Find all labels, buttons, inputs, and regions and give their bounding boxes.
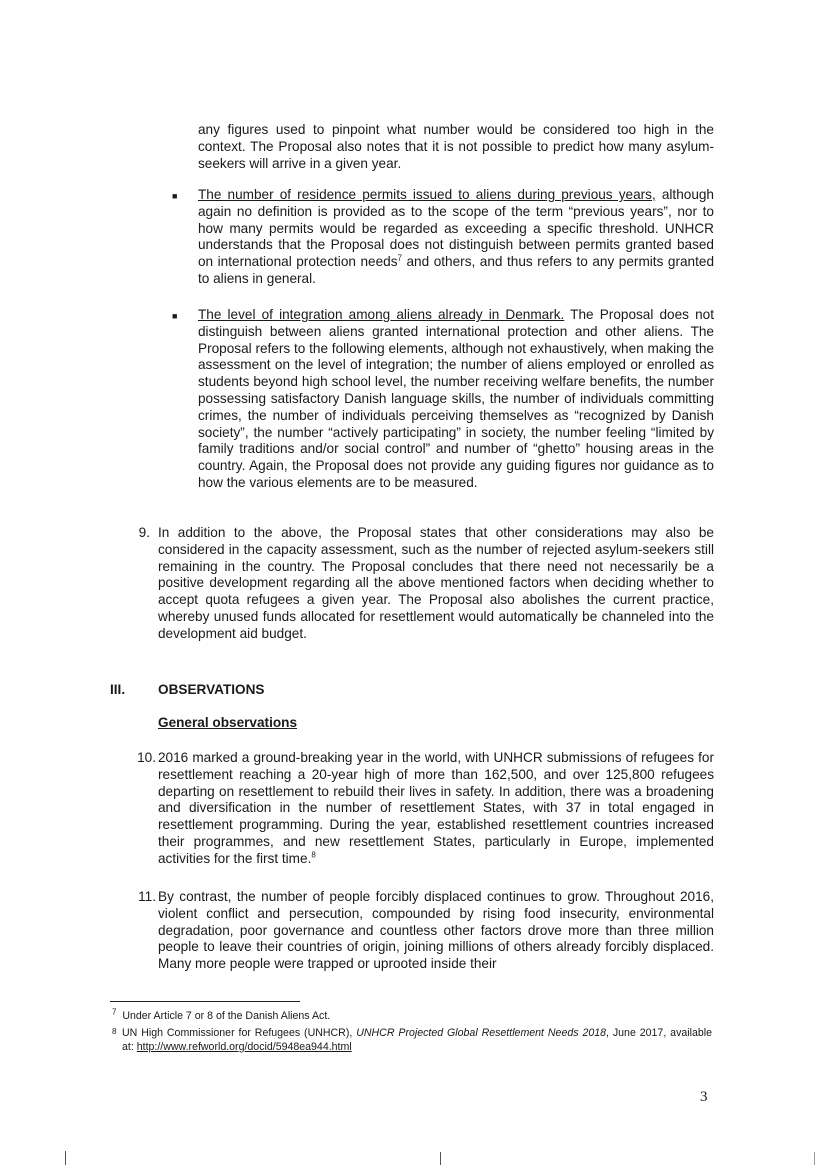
subheading: General observations — [158, 715, 298, 730]
footnote-ref-8[interactable]: 8 — [311, 850, 316, 860]
footnote-text: , June 2017, available at: — [122, 1027, 712, 1053]
bullet-marker: ■ — [172, 311, 178, 321]
section-title: OBSERVATIONS — [158, 682, 265, 697]
paragraph-text: By contrast, the number of people forcibly displaced continues to grow. Throughout 2016, violent conflict and persecution, compounded by rising food insecurity, environmental degradation, poor governance and countless other factors drove more than three million people to leave their countries of origin, joining millions of others already forcibly displaced. Many more people were trapped or uprooted inside their — [158, 889, 714, 972]
paragraph-10 — [158, 750, 714, 868]
bullet-text: The Proposal does not distinguish between aliens granted international protection and other aliens. The Proposal refers to the following elements, although not exhaustively, when making the assessment on the level of integration; the number of aliens employed or enrolled as students beyond high school level, the number receiving welfare benefits, the number possessing satisfactory Danish language skills, the number of individuals committing crimes, the number of individuals perceiving themselves as “recognized by Danish society”, the number “actively participating” in society, the number feeling “limited by family traditions and/or social control” and number of “ghetto” housing areas in the country. Again, the Proposal does not provide any guiding figures nor guidance as to how the various elements are to be measured. — [198, 307, 714, 490]
paragraph-number: 11. — [138, 889, 156, 904]
report-title: UNHCR Projected Global Resettlement Needs 2018 — [356, 1027, 607, 1039]
page-number: 3 — [700, 1089, 708, 1105]
footnote-separator — [110, 1001, 300, 1002]
refworld-link[interactable]: http://www.refworld.org/docid/5948ea944.html — [136, 1040, 352, 1053]
scan-mark — [814, 1152, 815, 1165]
continuation-text: any figures used to pinpoint what number would be considered too high in the context. The Proposal also notes that it is not possible to predict how many asylum-seekers will arrive in a given year. — [198, 122, 714, 171]
bullet-text: although again no definition is provided as to the scope of the term “previous years”, nor to how many permits would be regarded as exceeding a specific threshold. UNHCR understands that the Proposal does not distinguish between permits granted based on international protection needs — [198, 187, 714, 270]
bullet-heading: The level of integration among aliens already in Denmark. — [198, 307, 565, 322]
paragraph-9 — [158, 525, 714, 643]
bullet-integration-level — [198, 307, 714, 492]
bullet-text: and others, and thus refers to any permits granted to aliens in general. — [198, 254, 715, 286]
paragraph-number: 10. — [137, 750, 156, 765]
scan-mark — [65, 1151, 66, 1165]
scan-mark — [440, 1152, 441, 1165]
footnote-ref-7[interactable]: 7 — [397, 253, 402, 263]
paragraph-number: 9. — [138, 525, 150, 540]
footnote-7 — [112, 1007, 712, 1024]
continuation-paragraph — [198, 122, 714, 172]
bullet-marker: ■ — [172, 191, 178, 201]
paragraph-text: 2016 marked a ground-breaking year in the world, with UNHCR submissions of refugees for resettlement reaching a 20-year high of more than 162,500, and over 125,800 refugees departing on resettlement to rebuild their lives in safety. In addition, there was a broadening and diversification in the number of resettlement States, with 37 in total engaged in resettlement programming. During the year, established resettlement countries increased their programmes, and new resettlement States, particularly in Europe, implemented activities for the first time. — [158, 750, 714, 866]
paragraph-11 — [158, 889, 714, 973]
footnote-number: 7 — [112, 1007, 117, 1017]
bullet-residence-permits — [198, 187, 714, 288]
footnote-8: 8 UN High Commissioner for Refugees (UNHCR), UNHCR Projected Global Resettlement Needs 2018, June 2017, available at: http://www.refworld.org/docid/5948ea944.html — [112, 1027, 712, 1053]
paragraph-text: In addition to the above, the Proposal states that other considerations may also be considered in the capacity assessment, such as the number of rejected asylum-seekers still remaining in the country. The Proposal concludes that there need not necessarily be a positive development regarding all the above mentioned factors when deciding whether to accept quota refugees a given year. The Proposal also abolishes the current practice, whereby unused funds allocated for resettlement would automatically be channeled into the development aid budget. — [158, 525, 714, 641]
footnote-text: UN High Commissioner for Refugees (UNHCR), — [122, 1027, 357, 1039]
footnote-text: Under Article 7 or 8 of the Danish Aliens Act. — [122, 1010, 331, 1022]
section-number: III. — [110, 682, 126, 697]
bullet-heading: The number of residence permits issued to aliens during previous years, — [198, 187, 656, 202]
